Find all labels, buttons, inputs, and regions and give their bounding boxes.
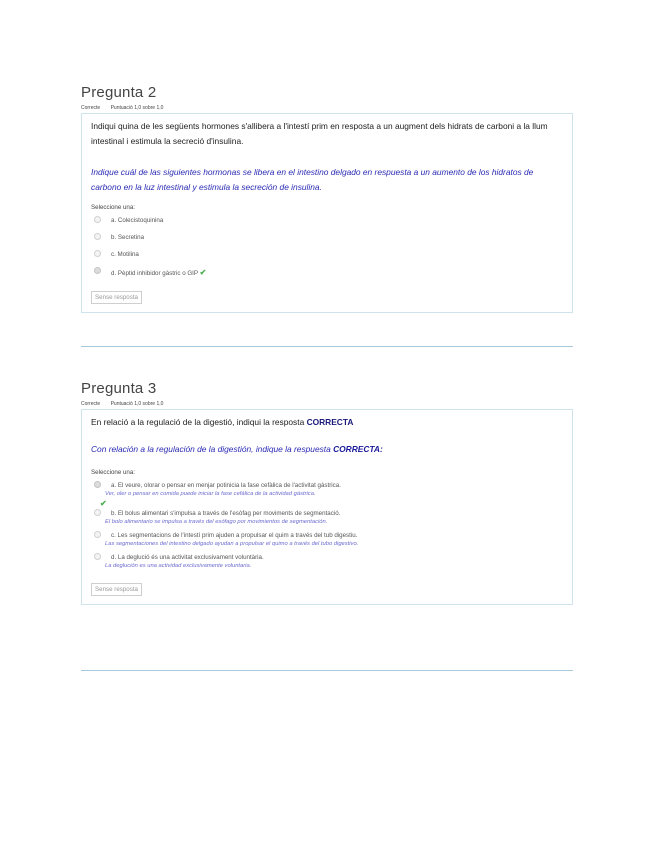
- radio-icon[interactable]: [94, 233, 101, 240]
- question-2: [81, 84, 573, 313]
- radio-icon[interactable]: [94, 250, 101, 257]
- answer-prompt: Seleccione una:: [91, 469, 136, 476]
- question-meta: [81, 401, 573, 408]
- answer-option-d[interactable]: [91, 554, 563, 561]
- answer-option-b[interactable]: [91, 234, 563, 241]
- answer-option-d[interactable]: [91, 268, 563, 277]
- answer-option-translation: Las segmentaciones del intestino delgado ayudan a propulsar el quimo a través del tubo digestivo.: [105, 541, 359, 547]
- question-box: [81, 409, 573, 605]
- correct-indicator: [91, 497, 563, 506]
- answer-option-label: c. Les segmentacions de l'intestí prim ajuden a propulsar el quim a través del tub digestiu.: [111, 532, 358, 539]
- question-title: Pregunta 3: [81, 380, 157, 397]
- answer-option-c[interactable]: [91, 251, 563, 258]
- answer-prompt: Seleccione una:: [91, 204, 136, 211]
- answer-option-label: d. La deglució és una activitat exclusivament voluntària.: [111, 554, 264, 561]
- answer-option-b[interactable]: [91, 510, 563, 517]
- clear-answer-button[interactable]: Sense resposta: [91, 291, 142, 304]
- answer-option-label: a. El veure, olorar o pensar en menjar potinicia la fase cefàlica de l'activitat gàstrica.: [111, 482, 341, 489]
- answer-option-label: b. El bolus alimentari s'impulsa a través de l'esòfag per moviments de segmentació.: [111, 510, 341, 517]
- question-divider: [81, 670, 573, 671]
- radio-icon[interactable]: [94, 553, 101, 560]
- question-text-main: En relació a la regulació de la digestió, indiqui la resposta: [91, 417, 305, 427]
- question-score: Puntuació 1,0 sobre 1,0: [110, 105, 164, 111]
- question-translation: Indique cuál de las siguientes hormonas se libera en el intestino delgado en respuesta a un aumento de los hidratos de carbono en la luz intestinal y estimula la secreción de insulina.: [91, 167, 534, 192]
- question-text: [91, 415, 563, 430]
- radio-icon[interactable]: [94, 509, 101, 516]
- answer-option-translation: Ver, oler o pensar en comida puede iniciar la fase cefálica de la actividad gástrica.: [105, 491, 316, 497]
- question-translation-emphasis: CORRECTA:: [333, 444, 383, 454]
- answer-option-label: d. Pèptid inhibidor gàstric o GIP: [111, 270, 198, 277]
- question-state: Correcte: [81, 105, 101, 111]
- answer-option-label: a. Colecistoquinina: [111, 217, 164, 224]
- answer-option-translation: La deglución es una actividad exclusivamente voluntaria.: [105, 563, 252, 569]
- radio-icon[interactable]: [94, 267, 101, 274]
- question-translation: [91, 442, 563, 457]
- question-meta: [81, 105, 573, 112]
- question-text: Indiqui quina de les següents hormones s'allibera a l'intestí prim en resposta a un augment dels hidrats de carboni a la llum intestinal i estimula la secreció d'insulina.: [91, 121, 548, 146]
- clear-answer-button[interactable]: Sense resposta: [91, 583, 142, 596]
- question-divider: [81, 346, 573, 347]
- check-icon: ✔: [199, 268, 207, 277]
- question-3: [81, 380, 573, 605]
- question-box: [81, 113, 573, 313]
- question-state: Correcte: [81, 401, 101, 407]
- question-text-emphasis: CORRECTA: [306, 417, 354, 427]
- radio-icon[interactable]: [94, 531, 101, 538]
- check-icon: ✔: [100, 499, 107, 508]
- radio-icon[interactable]: [94, 216, 101, 223]
- question-title: Pregunta 2: [81, 84, 157, 101]
- answer-option-a[interactable]: [91, 217, 563, 224]
- radio-icon[interactable]: [94, 481, 101, 488]
- answer-option-translation: El bolo alimentario se impulsa a través del esófago por movimientos de segmentación.: [105, 519, 328, 525]
- answer-option-label: b. Secretina: [111, 234, 145, 241]
- answer-option-c[interactable]: [91, 532, 563, 539]
- question-translation-main: Con relación a la regulación de la digestión, indique la respuesta: [91, 444, 331, 454]
- question-score: Puntuació 1,0 sobre 1,0: [110, 401, 164, 407]
- answer-option-a[interactable]: [91, 482, 563, 489]
- answer-option-label: c. Motilina: [111, 251, 139, 258]
